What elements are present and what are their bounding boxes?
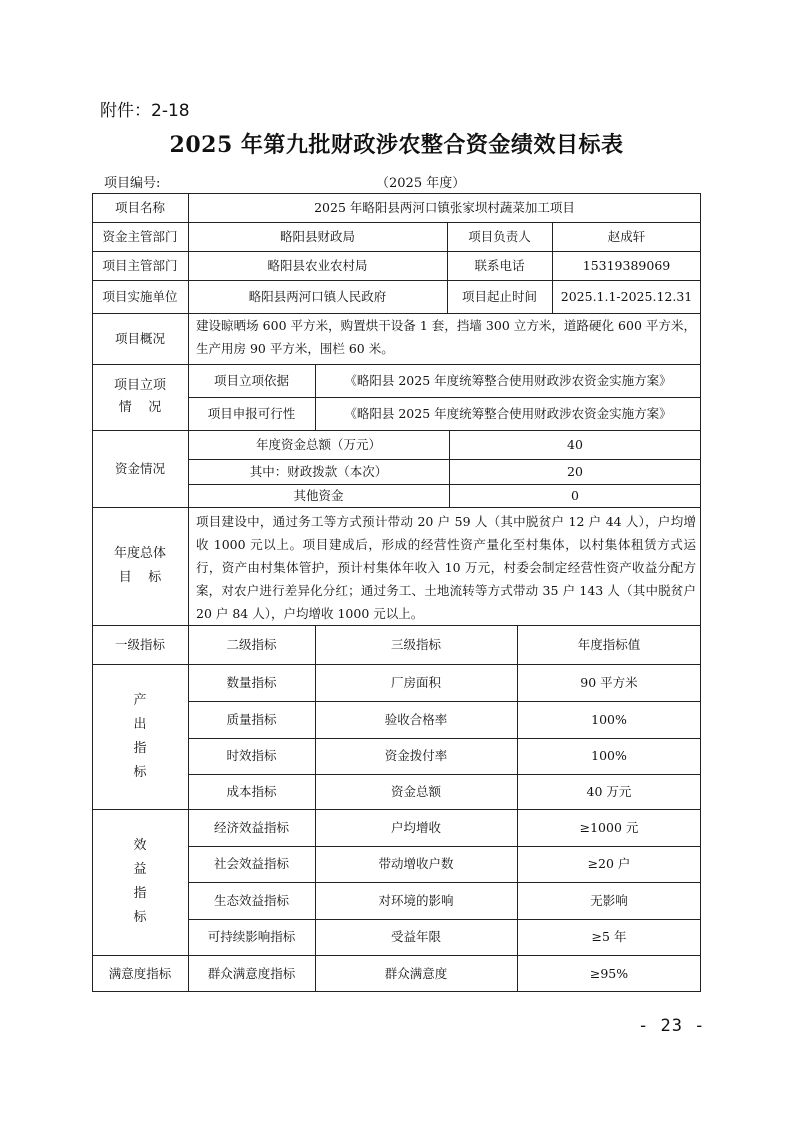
impl-unit-label: 项目实施单位 xyxy=(102,288,178,304)
project-dept-value: 略阳县农业农村局 xyxy=(267,257,368,273)
table-row-level3: 厂房面积 xyxy=(390,674,441,690)
table-row-level2: 社会效益指标 xyxy=(213,856,289,872)
project-dept-label: 项目主管部门 xyxy=(102,257,178,273)
table-row-level2: 可持续影响指标 xyxy=(207,929,296,945)
table-row-value: ≥95% xyxy=(589,965,629,981)
goal-label: 年度总体 目 标 xyxy=(113,546,166,585)
satisfaction-label: 满意度指标 xyxy=(108,965,172,981)
table-row-value: 40 万元 xyxy=(586,783,632,799)
table-row-level2: 成本指标 xyxy=(226,783,277,799)
funds-other-value: 0 xyxy=(571,487,579,503)
feasibility-value: 《略阳县 2025 年度统筹整合使用财政涉农资金实施方案》 xyxy=(344,405,672,421)
table-row-value: 100% xyxy=(591,748,627,764)
page-title: 2025 年第九批财政涉农整合资金绩效目标表 xyxy=(169,132,624,158)
leader-value: 赵成轩 xyxy=(607,228,646,244)
table-row-level3: 户均增收 xyxy=(390,819,441,835)
funds-other-label: 其他资金 xyxy=(293,487,344,503)
fund-dept-label: 资金主管部门 xyxy=(102,228,178,244)
attachment-label: 附件：2-18 xyxy=(100,101,190,121)
approval-basis-value: 《略阳县 2025 年度统筹整合使用财政涉农资金实施方案》 xyxy=(344,372,672,388)
header-level2: 二级指标 xyxy=(226,636,277,652)
table-row-level2: 时效指标 xyxy=(226,748,277,764)
table-row-level2: 经济效益指标 xyxy=(213,819,289,835)
table-row-level3: 受益年限 xyxy=(390,929,441,945)
phone-label: 联系电话 xyxy=(474,257,525,273)
impl-unit-value: 略阳县两河口镇人民政府 xyxy=(248,288,387,304)
phone-value: 15319389069 xyxy=(582,257,671,273)
table-row-value: ≥5 年 xyxy=(591,929,627,945)
funds-label: 资金情况 xyxy=(114,460,165,476)
header-value: 年度指标值 xyxy=(577,636,641,652)
table-row-value: 无影响 xyxy=(590,892,628,908)
table-row-level3: 对环境的影响 xyxy=(378,892,454,908)
table-row-level2: 数量指标 xyxy=(226,674,277,690)
output-indicator-label: 产 出 指 标 xyxy=(133,692,147,780)
feasibility-label: 项目申报可行性 xyxy=(207,405,296,421)
table-row-value: 90 平方米 xyxy=(580,674,638,690)
approval-basis-label: 项目立项依据 xyxy=(213,372,289,388)
period-value: 2025.1.1-2025.12.31 xyxy=(560,288,693,304)
header-level1: 一级指标 xyxy=(114,636,165,652)
fund-dept-value: 略阳县财政局 xyxy=(279,228,355,244)
table-row-level3: 资金拨付率 xyxy=(384,748,448,764)
year-label: （2025 年度） xyxy=(376,176,466,191)
table-row-value: ≥20 户 xyxy=(587,856,631,872)
page-number: - 23 - xyxy=(638,1016,706,1036)
table-row-level2: 生态效益指标 xyxy=(213,892,289,908)
project-name-value: 2025 年略阳县两河口镇张家坝村蔬菜加工项目 xyxy=(314,199,575,215)
table-row-level2: 群众满意度指标 xyxy=(207,965,296,981)
overview-label: 项目概况 xyxy=(114,330,165,346)
funds-fiscal-value: 20 xyxy=(567,463,583,479)
goal-text: 项目建设中，通过务工等方式预计带动 20 户 59 人（其中脱贫户 12 户 44 人），户均增收 1000 元以上。项目建成后，形成的经营性资产量化至村集体，以村集体租赁方式运行，资产由村集体管护，预计村集体年收入 10 万元，村委会制定经营性资产收益分配方案，对农户进行差异化分红；通过务工、土地流转等方式带动 35 户 143 人（其中脱贫户 20 户 84 人），户均增收 1000 元以上。 xyxy=(196,514,696,621)
table-row-level3: 群众满意度 xyxy=(384,965,448,981)
header-level3: 三级指标 xyxy=(390,636,441,652)
overview-text: 建设晾晒场 600 平方米，购置烘干设备 1 套，挡墙 300 立方米，道路硬化 600 平方米，生产用房 90 平方米，围栏 60 米。 xyxy=(196,318,696,356)
table-row-level3: 验收合格率 xyxy=(384,711,448,727)
funds-fiscal-label: 其中：财政拨款（本次） xyxy=(249,463,388,479)
funds-total-value: 40 xyxy=(567,436,583,452)
table-row-level3: 资金总额 xyxy=(390,783,441,799)
period-label: 项目起止时间 xyxy=(461,288,537,304)
leader-label: 项目负责人 xyxy=(468,228,531,244)
approval-label: 项目立项 情 况 xyxy=(113,378,166,415)
project-number-label: 项目编号: xyxy=(104,176,161,191)
benefit-indicator-label: 效 益 指 标 xyxy=(133,838,147,925)
table-row-value: ≥1000 元 xyxy=(579,819,639,835)
table-row-value: 100% xyxy=(591,711,627,727)
table-row-level3: 带动增收户数 xyxy=(378,856,454,872)
table-row-level2: 质量指标 xyxy=(226,711,277,727)
project-name-label: 项目名称 xyxy=(114,199,165,215)
funds-total-label: 年度资金总额（万元） xyxy=(255,436,381,452)
